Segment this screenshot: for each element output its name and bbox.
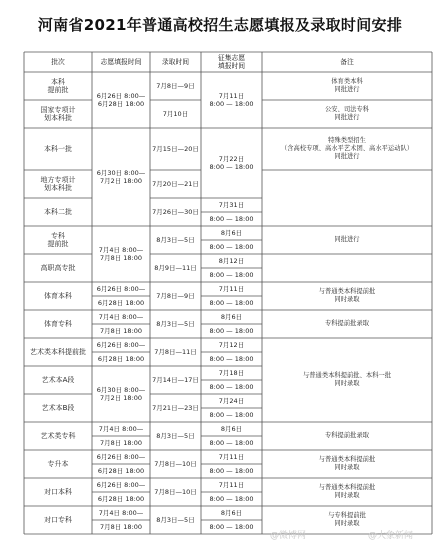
table-cell: 8月3日—5日 [156,432,195,440]
table-cell: 体育类本科 同批进行 [331,78,363,93]
table-cell: 7月31日 [218,201,245,209]
table-cell: 本科 提前批 [47,78,69,94]
table-cell: 7月8日—9日 [156,292,195,300]
table-cell: 6月26日 8:00— [96,453,146,461]
table-cell: 7月8日—11日 [154,348,197,356]
table-cell: 特殊类型招生 （含高校专项、高水平艺术团、高水平运动队） 同批进行 [280,137,414,160]
table-cell: 艺术类专科 [40,432,76,440]
table-cell: 7月11日 8:00 — 18:00 [209,92,254,108]
table-cell: 本科一批 [44,145,72,153]
table-cell: 6月28日 18:00 [97,495,145,503]
table-cell: 8月6日 [220,313,243,321]
table-cell: 8月6日 [220,509,243,517]
table-cell: 6月26日 8:00— [96,285,146,293]
table-cell: 7月4日 8:00— 7月8日 18:00 [98,246,144,262]
table-cell: 8月6日 [220,229,243,237]
table-cell: 8:00 — 18:00 [209,327,254,335]
table-cell: 7月24日 [218,397,245,405]
table-cell: 8月3日—5日 [156,516,195,524]
table-cell: 6月26日 8:00— 6月28日 18:00 [96,92,146,108]
table-cell: 国家专项计 划本科批 [40,106,76,122]
table-cell: 对口本科 [44,488,72,496]
table-header-cell: 录取时间 [161,58,190,66]
table-header-cell: 征集志愿 填报时间 [217,54,246,70]
table-cell: 7月18日 [218,369,245,377]
table-cell: 与普通类本科提前批 同时录取 [318,484,376,499]
table-cell: 7月26日—30日 [152,208,199,216]
table-cell: 7月8日—10日 [154,488,197,496]
table-cell: 专升本 [47,460,69,468]
table-cell: 7月15日—20日 [152,145,199,153]
table-cell: 与普通类本科提前批 同时录取 [318,456,376,471]
table-cell: 专科 提前批 [47,232,69,248]
table-cell: 公安、司法专科 同批进行 [324,106,370,121]
table-cell: 8:00 — 18:00 [209,271,254,279]
table-cell: 地方专项计 划本科批 [40,176,76,192]
table-cell: 7月8日 18:00 [99,439,143,447]
page-title: 河南省2021年普通高校招生志愿填报及录取时间安排 [37,16,403,34]
table-cell: 7月22日 8:00 — 18:00 [209,155,254,171]
table-cell: 与专科提前批 同时录取 [328,512,366,527]
table-cell: 7月4日 8:00— [98,313,144,321]
table-cell: 8月9日—11日 [154,264,197,272]
table-cell: 8月3日—5日 [156,320,195,328]
table-cell: 6月28日 18:00 [97,355,145,363]
table-cell: 7月14日—17日 [152,376,199,384]
table-cell: 同批进行 [334,236,360,243]
table-cell: 6月28日 18:00 [97,467,145,475]
table-cell: 8:00 — 18:00 [209,215,254,223]
table-cell: 7月8日—10日 [154,460,197,468]
table-cell: 6月26日 8:00— [96,481,146,489]
table-cell: 8:00 — 18:00 [209,383,254,391]
table-cell: 7月10日 [162,110,189,118]
table-cell: 艺术类本科提前批 [30,348,86,356]
table-cell: 体育专科 [44,320,72,328]
table-cell: 7月4日 8:00— [98,509,144,517]
table-cell: 本科二批 [44,208,72,216]
table-cell: 8:00 — 18:00 [209,355,254,363]
table-cell: 7月11日 [218,285,245,293]
table-cell: 8:00 — 18:00 [209,299,254,307]
table-cell: 7月8日—9日 [156,82,195,90]
table-header-cell: 备注 [340,58,354,66]
table-cell: 8:00 — 18:00 [209,495,254,503]
table-cell: 与普通类本科提前批 同时录取 [318,288,376,303]
table-cell: 7月8日 18:00 [99,327,143,335]
table-cell: 8:00 — 18:00 [209,439,254,447]
table-cell: 7月21日—23日 [152,404,199,412]
watermark-right: @大象新闻 [368,531,414,541]
table-cell: 8:00 — 18:00 [209,243,254,251]
table-cell: 专科提前批录取 [324,432,370,439]
table-cell: 7月11日 [218,453,245,461]
table-cell: 8月12日 [218,257,245,265]
table-cell: 8:00 — 18:00 [209,523,254,531]
table-cell: 专科提前批录取 [324,320,370,327]
table-cell: 艺术本B段 [41,404,75,412]
table-cell: 7月20日—21日 [152,180,199,188]
table-cell: 8:00 — 18:00 [209,411,254,419]
table-cell: 艺术本A段 [41,376,75,384]
table-cell: 8月6日 [220,425,243,433]
table-cell: 6月30日 8:00— 7月2日 18:00 [96,386,146,402]
table-header-cell: 批次 [51,58,65,66]
table-header-cell: 志愿填报时间 [100,58,142,66]
table-cell: 与普通类本科提前批、本科一批 同时录取 [302,372,392,387]
table-cell: 6月28日 18:00 [97,299,145,307]
table-cell: 6月26日 8:00— [96,341,146,349]
table-cell: 6月30日 8:00— 7月2日 18:00 [96,169,146,185]
table-cell: 体育本科 [44,292,72,300]
table-cell: 7月4日 8:00— [98,425,144,433]
watermark-left: @微博网 [270,531,307,541]
table-cell: 8月3日—5日 [156,236,195,244]
table-cell: 7月11日 [218,481,245,489]
table-cell: 对口专科 [44,516,72,524]
table-cell: 8:00 — 18:00 [209,467,254,475]
table-cell: 高职高专批 [40,264,76,272]
table-cell: 7月8日 18:00 [99,523,143,531]
table-cell: 7月12日 [218,341,245,349]
